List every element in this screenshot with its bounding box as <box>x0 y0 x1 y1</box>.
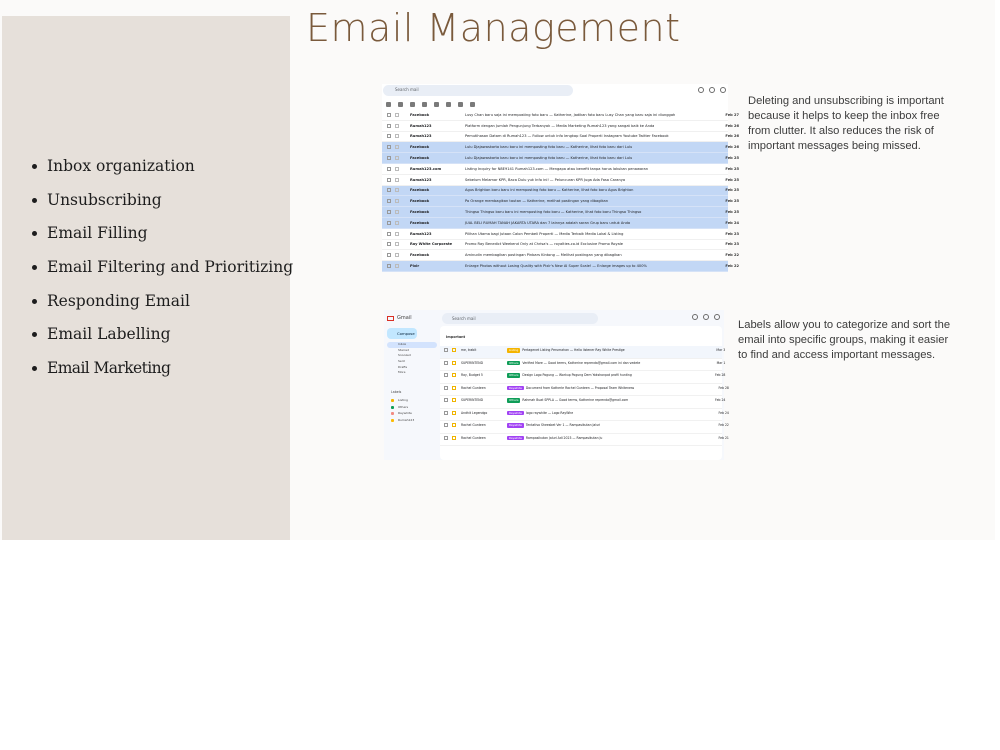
header-icons <box>698 87 726 93</box>
label-icon <box>391 399 394 402</box>
snooze-icon <box>446 102 451 107</box>
email-date: Feb 22 <box>725 253 739 258</box>
email-date: Feb 26 <box>725 123 739 128</box>
checkbox <box>387 264 391 268</box>
nav-item: Sent <box>398 359 405 364</box>
star-icon <box>452 361 456 365</box>
email-subject: Sebelum Melamar KPR, Baca Dulu yuk Info ini! — Peluncuran KPR Juga Ada Fasa Caranya <box>465 177 626 182</box>
nav-item: Inbox <box>387 342 437 348</box>
email-subject: Platform dengan Jumlah Pengunjung Terbanyak — Media Marketing Rumah123 yang sangat baik ke Anda <box>465 123 655 128</box>
email-row <box>382 207 739 218</box>
topic-item: Email Filling <box>32 223 293 257</box>
email-date: Feb 25 <box>725 210 739 215</box>
label-tag: Listing <box>509 348 519 352</box>
page-title: Email Management <box>306 6 681 50</box>
email-subject: Thingso Thingso baru baru ini memposting foto baru — Katherine, lihat foto baru Thingso Thingso <box>465 210 642 215</box>
email-sender: Rachel Gunteen <box>461 423 486 427</box>
email-list <box>382 110 739 272</box>
nav-item: More <box>398 370 406 375</box>
email-row <box>440 346 726 359</box>
label-item <box>387 411 437 418</box>
help-icon <box>692 314 698 320</box>
email-subject: Enlarge Photos without Losing Quality with Pixlr's New AI Super Scale! — Enlarge images up to 400% <box>465 264 647 269</box>
email-date: Feb 25 <box>725 199 739 204</box>
email-row <box>382 250 739 261</box>
mail-toolbar <box>386 102 475 107</box>
label-item <box>387 418 437 425</box>
star-icon <box>395 156 399 160</box>
email-subject: Lulu Djajawaskarta baru baru ini memposting foto baru — Katherine, lihat foto baru dari Lulu <box>465 145 633 150</box>
email-sender: Rachel Gunteen <box>461 435 486 440</box>
checkbox <box>387 113 391 117</box>
topic-item: Inbox organization <box>32 156 293 190</box>
email-subject: Pemutihasan Datam di Rumah123 — Follow untuk info lengkap Soal Properti Instagram Youtube Twitter Facebook <box>465 134 669 139</box>
star-icon <box>452 436 456 440</box>
email-row <box>382 175 739 186</box>
email-sender: SUPERINTEND <box>461 360 483 365</box>
checkbox <box>444 373 448 377</box>
label-icon <box>391 412 394 415</box>
email-date: Feb 24 <box>715 398 726 402</box>
checkbox <box>444 386 448 390</box>
email-sender: me, trabit <box>461 348 477 352</box>
mail-icon <box>387 316 394 321</box>
email-date: Feb 22 <box>718 423 729 427</box>
topic-item: Email Labelling <box>32 324 293 358</box>
email-date: Feb 28 <box>715 373 726 377</box>
checkbox <box>387 210 391 214</box>
email-subject: JUAL BELI RUMAH TANAH JAKARTA UTARA dan 7 lainnya adalah saran Grup baru untuk Anda <box>465 220 631 225</box>
email-subject: Aminudin membagikan postingan Pinbars Kintong — Melihat postingan yang dibagikan <box>465 253 622 258</box>
search-placeholder: Search mail <box>395 87 419 92</box>
email-sender: Rumah123 <box>410 177 432 182</box>
star-icon <box>395 253 399 257</box>
email-sender: Rumah123 <box>410 134 432 139</box>
star-icon <box>452 348 456 352</box>
email-sender: Andhit Legendgo <box>461 410 488 415</box>
email-date: Feb 26 <box>725 134 739 139</box>
archive-icon <box>398 102 403 107</box>
checkbox <box>387 221 391 225</box>
email-date: Feb 22 <box>725 264 739 269</box>
delete-icon <box>422 102 427 107</box>
email-date: Feb 24 <box>725 220 739 225</box>
email-subject: Rampasikutan Jaluri Adi 2023 — Rampasikutan Ju <box>525 435 603 440</box>
topic-item: Responding Email <box>32 291 293 325</box>
star-icon <box>395 242 399 246</box>
nav-item: Drafts <box>398 364 408 369</box>
email-sender: Pixlr <box>410 264 420 269</box>
email-subject: Rahmah Buat SPPLA — Good terms, Katherine reprenda@gmail.com <box>522 398 629 402</box>
compose-button: Compose <box>387 328 417 339</box>
checkbox <box>387 199 391 203</box>
label-tag: Raywhite <box>509 385 522 390</box>
nav-item: Snoozed <box>398 353 411 358</box>
select-icon <box>386 102 391 107</box>
report-icon <box>410 102 415 107</box>
checkbox <box>387 188 391 192</box>
star-icon <box>452 423 456 427</box>
email-row <box>382 121 739 132</box>
label-icon <box>470 102 475 107</box>
email-sender: Facebook <box>410 210 430 215</box>
email-row <box>440 384 729 397</box>
email-row <box>382 218 739 229</box>
star-icon <box>452 373 456 377</box>
label-item <box>387 405 437 412</box>
email-date: Feb 25 <box>725 166 739 171</box>
star-icon <box>452 411 456 415</box>
email-date: Mar 1 <box>716 360 726 365</box>
apps-icon <box>720 87 726 93</box>
gmail-logo <box>387 315 412 321</box>
checkbox <box>444 348 448 352</box>
email-sender: Ray, Budget 5 <box>461 373 483 377</box>
checkbox <box>387 232 391 236</box>
section-title: Important <box>446 335 466 339</box>
label-tag: Raywhite <box>509 435 522 440</box>
email-row <box>440 434 729 447</box>
email-sender: Facebook <box>410 253 430 258</box>
checkbox <box>387 167 391 171</box>
checkbox <box>444 411 448 415</box>
checkbox <box>387 134 391 138</box>
move-icon <box>458 102 463 107</box>
email-sender: Ray White Corporate <box>410 242 453 247</box>
email-row <box>440 371 726 384</box>
mail-nav <box>387 342 437 376</box>
email-subject: Lusy Chan baru saja ini memposting foto baru — Katherine, Jadikan foto baru Lusy Chan yang baru saja ini diunggah <box>465 112 676 117</box>
star-icon <box>395 232 399 236</box>
label-name: Raywhite <box>398 411 412 416</box>
email-subject: Pertagenet Listing Perumahan — Hello listener Ray White Prestige <box>522 348 625 352</box>
label-name: Rumah123 <box>398 417 415 422</box>
checkbox <box>387 156 391 160</box>
email-sender: Facebook <box>410 156 430 161</box>
email-subject: Po Orange membagikan tautan — Katherine, melihat postingan yang dibagikan <box>465 199 608 204</box>
email-sender: Facebook <box>410 220 430 225</box>
email-subject: Listing Inquiry for N8E9141 Rumah123.com — Mengapa atau benefit tanpa harus lakukan penawaran <box>465 166 649 171</box>
email-row <box>382 186 739 197</box>
email-subject: Tentativo Sheesbet Ver 1 — Rampasikutan Jaluri <box>525 423 601 427</box>
email-date: Feb 25 <box>725 156 739 161</box>
label-tag: Others <box>509 360 519 365</box>
label-item <box>387 398 437 405</box>
label-tag: Others <box>509 398 519 402</box>
star-icon <box>395 113 399 117</box>
mark-read-icon <box>434 102 439 107</box>
settings-icon <box>703 314 709 320</box>
email-row <box>440 396 726 409</box>
email-subject: Verified More — Good terms, Katherine reprenda@gmail.com ini dan vedete <box>522 360 641 365</box>
star-icon <box>395 134 399 138</box>
email-sender: Rachel Gunteen <box>461 385 486 390</box>
label-name: Listing <box>398 398 408 402</box>
label-icon <box>391 419 394 422</box>
nav-item: Starred <box>398 347 410 352</box>
email-subject: logo raywhite — Logo RayWhe <box>525 410 574 415</box>
checkbox <box>444 398 448 402</box>
checkbox <box>387 242 391 246</box>
settings-icon <box>709 87 715 93</box>
email-date: Feb 28 <box>718 385 729 390</box>
checkbox <box>387 145 391 149</box>
checkbox <box>387 124 391 128</box>
email-row <box>440 409 729 422</box>
email-row <box>382 240 739 251</box>
topic-item: Email Marketing <box>32 358 293 392</box>
email-row <box>440 359 726 372</box>
header-icons <box>692 314 720 320</box>
email-row <box>382 110 739 121</box>
email-date: Feb 21 <box>718 435 729 440</box>
email-sender: Rumah123.com <box>410 166 442 171</box>
email-row <box>382 142 739 153</box>
search-bar <box>442 313 598 324</box>
star-icon <box>395 167 399 171</box>
email-date: Feb 25 <box>725 177 739 182</box>
email-subject: Lulu Djajawaskarta baru baru ini memposting foto baru — Katherine, lihat foto baru dari Lulu <box>465 156 633 161</box>
star-icon <box>452 386 456 390</box>
email-date: Feb 26 <box>725 145 739 150</box>
checkbox <box>387 178 391 182</box>
mail-main <box>440 326 729 460</box>
email-subject: Agus Brighton baru baru ini memposting foto baru — Katherine, lihat foto baru Agus Brighton <box>465 188 634 193</box>
star-icon <box>395 178 399 182</box>
label-tag: Others <box>509 373 519 377</box>
star-icon <box>395 145 399 149</box>
email-date: Feb 27 <box>725 112 739 117</box>
email-date: Feb 24 <box>718 410 729 415</box>
email-row <box>382 196 739 207</box>
email-sender: Facebook <box>410 112 430 117</box>
email-date: Feb 23 <box>725 242 739 247</box>
topic-list <box>32 156 293 392</box>
labels-list <box>387 398 437 424</box>
topic-item: Unsubscribing <box>32 190 293 224</box>
app-name: Gmail <box>397 315 412 321</box>
labels-heading: Labels <box>391 390 402 394</box>
email-row <box>382 132 739 143</box>
email-sender: Facebook <box>410 145 430 150</box>
star-icon <box>452 398 456 402</box>
unsubscribe-description: Deleting and unsubscribing is important because it helps to keep the inbox free from clutter. It also reduces the risk of important messages being missed. <box>748 95 944 152</box>
email-row <box>382 164 739 175</box>
email-date: Mar 3 <box>716 348 726 352</box>
email-row <box>382 261 739 272</box>
email-subject: Document from Katherle Rachel Gunteen — Proposal Team Whiteness <box>525 385 635 390</box>
email-row <box>382 229 739 240</box>
inbox-screenshot <box>382 84 739 271</box>
label-tag: Raywhite <box>509 423 522 427</box>
apps-icon <box>714 314 720 320</box>
star-icon <box>395 221 399 225</box>
star-icon <box>395 210 399 214</box>
checkbox <box>444 436 448 440</box>
email-subject: Design Logo Pogung — Workup Pogung Dem Yokshonpat profil hunting <box>522 373 632 377</box>
label-icon <box>391 406 394 409</box>
search-bar <box>383 85 573 96</box>
email-date: Feb 23 <box>725 231 739 236</box>
star-icon <box>395 264 399 268</box>
star-icon <box>395 188 399 192</box>
email-subject: Pilihan Utama bagi Jutaan Calon Pembeli Properti — Media Terbaik Media Lokal & Listing <box>465 231 624 236</box>
email-sender: Facebook <box>410 199 430 204</box>
checkbox <box>444 423 448 427</box>
email-date: Feb 25 <box>725 188 739 193</box>
email-sender: Facebook <box>410 188 430 193</box>
star-icon <box>395 124 399 128</box>
labels-description: Labels allow you to categorize and sort the email into specific groups, making it easier to find and access important messages. <box>738 319 951 361</box>
email-sender: SUPERINTEND <box>461 398 483 402</box>
checkbox <box>387 253 391 257</box>
email-sender: Rumah123 <box>410 231 432 236</box>
sidebar-panel <box>2 16 294 540</box>
search-placeholder: Search mail <box>452 316 476 321</box>
checkbox <box>444 361 448 365</box>
star-icon <box>395 199 399 203</box>
label-tag: Raywhite <box>509 410 522 415</box>
email-row <box>382 153 739 164</box>
email-row <box>440 421 729 434</box>
topic-item: Email Filtering and Prioritizing <box>32 257 293 291</box>
label-name: Others <box>398 404 409 409</box>
email-subject: Promo Ray Benedict Weekend Only at Chrisa's — royalties.co.id Exclusive Promo Royale <box>465 242 624 247</box>
help-icon <box>698 87 704 93</box>
labels-screenshot <box>384 310 729 460</box>
email-sender: Rumah123 <box>410 123 432 128</box>
email-list <box>440 346 729 446</box>
